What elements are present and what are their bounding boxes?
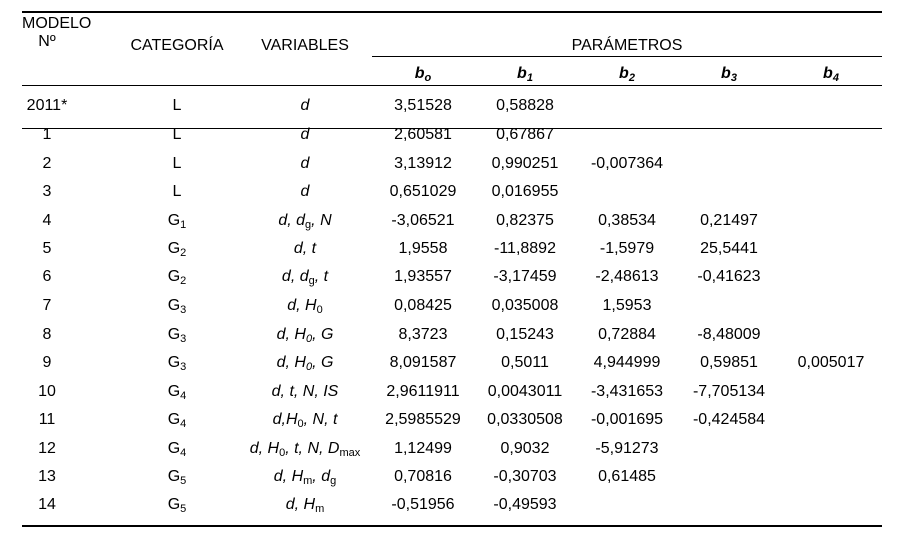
row-categoria: G4 [167, 383, 187, 402]
header-bottom-rule [22, 85, 882, 86]
row-variables: d, H0, G [276, 326, 334, 345]
header-modelo: MODELO Nº [22, 15, 92, 50]
row-param-b1: -11,8892 [494, 240, 556, 257]
row-variables: d, Hm [285, 496, 325, 515]
row-modelo: 6 [42, 268, 52, 285]
row-param-b3: -0,41623 [697, 268, 761, 285]
row-param-b2: -0,001695 [590, 411, 664, 428]
row-param-b0: -0,51956 [391, 496, 455, 513]
row-modelo: 12 [38, 440, 56, 457]
row-modelo: 9 [42, 354, 52, 371]
row-modelo: 4 [42, 212, 52, 229]
row-param-b1: 0,9032 [500, 440, 550, 457]
row-param-b0: 3,13912 [394, 155, 452, 172]
row-variables: d,H0, N, t [272, 411, 338, 430]
row-param-b0: 2,60581 [394, 126, 452, 143]
header-variables: VARIABLES [261, 37, 349, 54]
row-param-b0: -3,06521 [391, 212, 455, 229]
row-modelo: 1 [42, 126, 52, 143]
row-param-b1: 0,0043011 [487, 383, 563, 400]
row-param-b1: 0,016955 [491, 183, 559, 200]
row-categoria: L [172, 97, 182, 114]
row-categoria: G4 [167, 411, 187, 430]
row-param-b0: 8,091587 [389, 354, 457, 371]
row-param-b0: 1,12499 [394, 440, 452, 457]
row-param-b3: -0,424584 [692, 411, 766, 428]
row-categoria: G5 [167, 468, 187, 487]
row-modelo: 5 [42, 240, 52, 257]
row-variables: d, Hm, dg [273, 468, 337, 487]
row-param-b0: 0,651029 [389, 183, 457, 200]
row-categoria: G1 [167, 212, 187, 231]
row-param-b1: -0,49593 [493, 496, 557, 513]
row-param-b1: 0,58828 [496, 97, 554, 114]
row-param-b0: 8,3723 [398, 326, 448, 343]
row-modelo: 11 [38, 411, 56, 428]
row-variables: d, H0 [287, 297, 323, 316]
row-categoria: G2 [167, 240, 187, 259]
row-param-b1: -3,17459 [493, 268, 557, 285]
row-variables: d, dg, N [278, 212, 332, 231]
parametros-underline [372, 56, 882, 57]
row-modelo: 14 [38, 496, 56, 513]
parameters-table [22, 11, 882, 531]
row-param-b1: 0,990251 [491, 155, 559, 172]
header-param-b3: b3 [721, 65, 737, 84]
header-param-b4: b4 [823, 65, 839, 84]
row-variables: d [300, 126, 310, 143]
row-modelo: 3 [42, 183, 52, 200]
header-parametros: PARÁMETROS [571, 37, 683, 54]
bottom-rule [22, 525, 882, 527]
row-modelo: 7 [42, 297, 52, 314]
row-categoria: L [172, 126, 182, 143]
row-param-b2: 1,5953 [602, 297, 652, 314]
row-param-b0: 3,51528 [394, 97, 452, 114]
row-param-b1: 0,5011 [501, 354, 549, 371]
row-param-b2: 0,72884 [598, 326, 656, 343]
row-param-b0: 0,70816 [394, 468, 452, 485]
row-categoria: G2 [167, 268, 187, 287]
row-categoria: G3 [167, 354, 187, 373]
row-param-b2: -1,5979 [599, 240, 655, 257]
row-variables: d, H0, G [276, 354, 334, 373]
row-modelo: 8 [42, 326, 52, 343]
row-param-b0: 2,9611911 [386, 383, 460, 400]
row-param-b4: 0,005017 [797, 354, 865, 371]
row-param-b1: 0,82375 [496, 212, 554, 229]
row-param-b3: 25,5441 [700, 240, 758, 257]
row-param-b3: 0,21497 [700, 212, 758, 229]
row-categoria: G5 [167, 496, 187, 515]
row-variables: d [300, 183, 310, 200]
row-modelo: 2 [42, 155, 52, 172]
row-param-b2: 0,38534 [598, 212, 656, 229]
row-param-b1: 0,15243 [496, 326, 554, 343]
row-param-b1: 0,035008 [491, 297, 559, 314]
row-categoria: G3 [167, 326, 187, 345]
row-variables: d, H0, t, N, Dmax [249, 440, 361, 459]
row-categoria: G4 [167, 440, 187, 459]
row-param-b0: 2,5985529 [385, 411, 461, 428]
header-param-b1: b1 [517, 65, 533, 84]
row-param-b3: 0,59851 [700, 354, 758, 371]
top-rule [22, 11, 882, 13]
row-categoria: G3 [167, 297, 187, 316]
row-variables: d, t, N, IS [271, 383, 339, 400]
row-variables: d [300, 155, 310, 172]
row-categoria: L [172, 183, 182, 200]
row-variables: d, dg, t [281, 268, 329, 287]
row-param-b0: 0,08425 [394, 297, 452, 314]
header-categoria: CATEGORÍA [130, 37, 224, 54]
row-param-b3: -7,705134 [692, 383, 766, 400]
row-param-b2: 4,944999 [593, 354, 661, 371]
row-modelo: 13 [38, 468, 56, 485]
row-param-b0: 1,93557 [394, 268, 452, 285]
row-categoria: L [172, 155, 182, 172]
row-param-b2: -3,431653 [590, 383, 664, 400]
row-modelo: 2011* [26, 97, 68, 114]
header-param-b2: b2 [619, 65, 635, 84]
row-param-b0: 1,9558 [398, 240, 448, 257]
row-param-b2: 0,61485 [598, 468, 656, 485]
row-variables: d [300, 97, 310, 114]
row-param-b2: -0,007364 [590, 155, 664, 172]
row-param-b2: -2,48613 [595, 268, 659, 285]
row-param-b3: -8,48009 [697, 326, 761, 343]
header-param-b0: bo [414, 65, 432, 84]
row-modelo: 10 [38, 383, 56, 400]
row-param-b1: -0,30703 [493, 468, 557, 485]
row-param-b2: -5,91273 [595, 440, 659, 457]
row-param-b1: 0,67867 [496, 126, 554, 143]
row-param-b1: 0,0330508 [487, 411, 563, 428]
row-variables: d, t [293, 240, 317, 257]
